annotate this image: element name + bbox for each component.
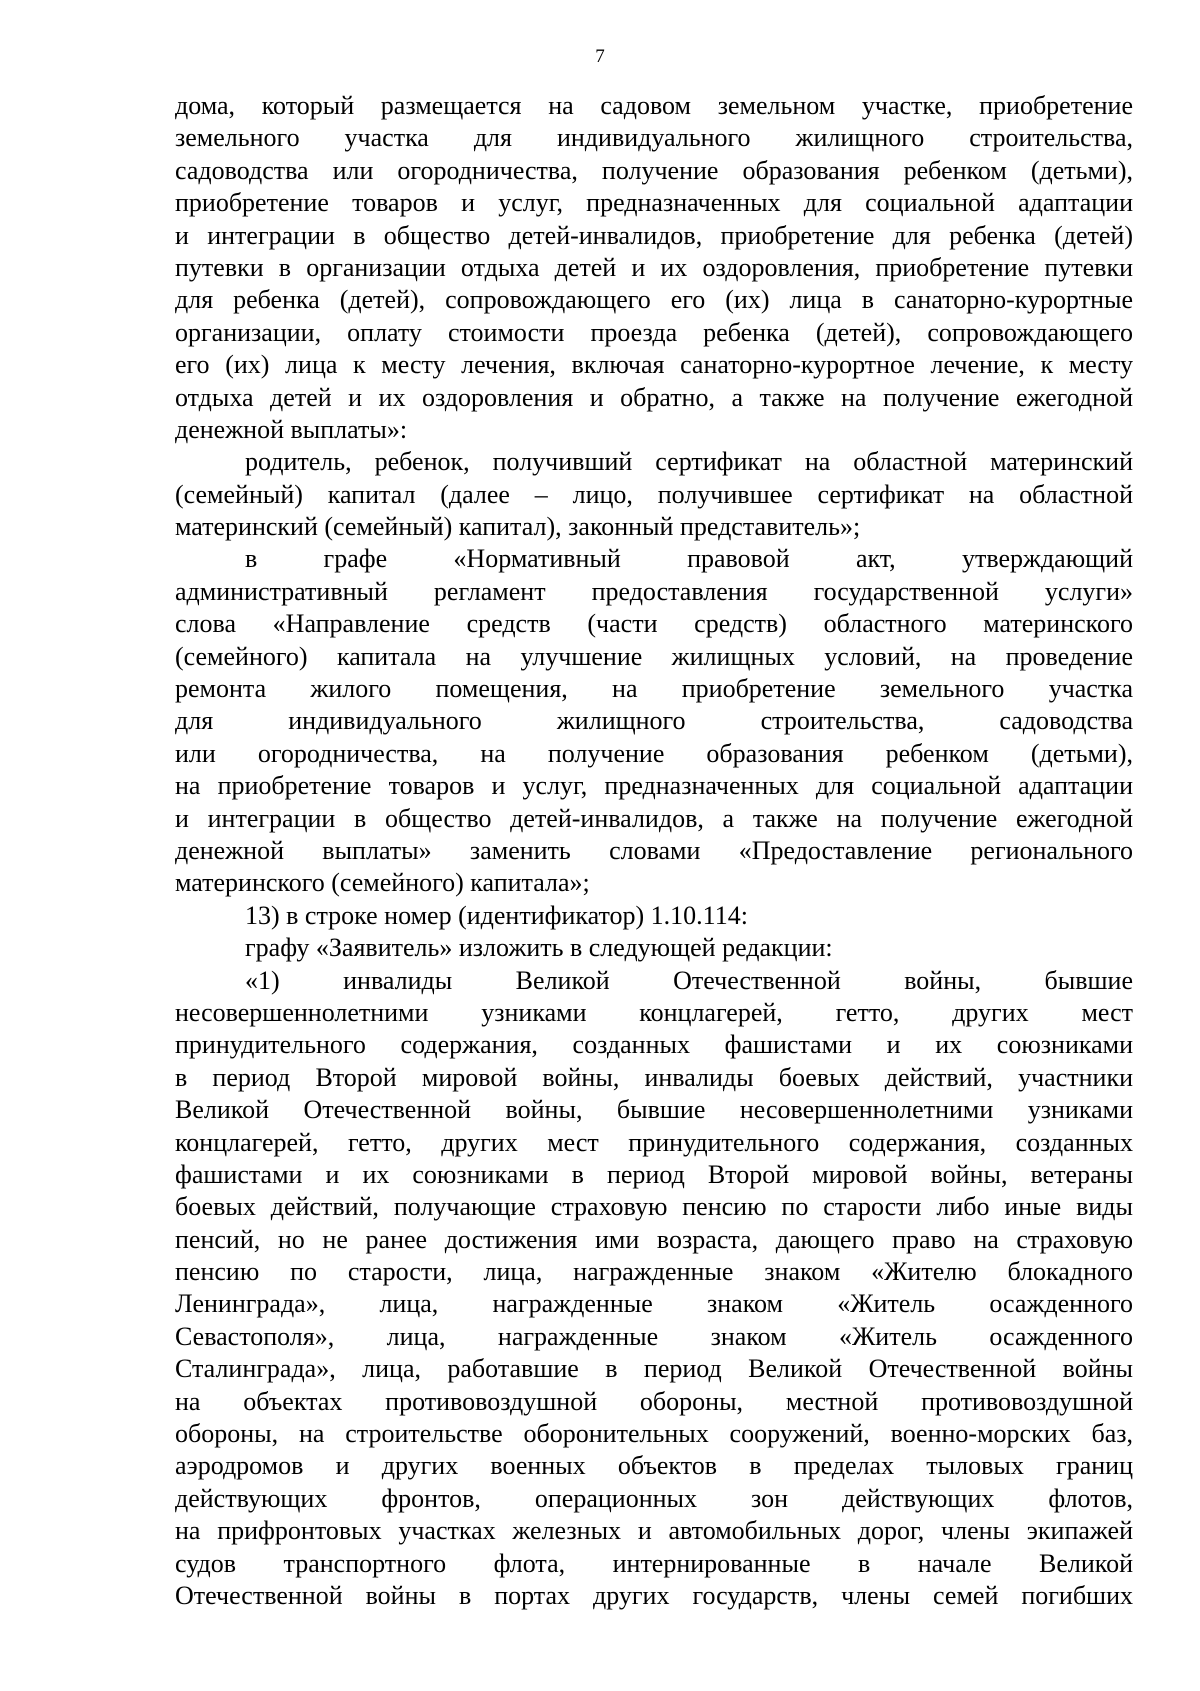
text-line: административный регламент предоставления государственной услуги»	[175, 576, 1133, 606]
text-line: организации, оплату стоимости проезда ребенка (детей), сопровождающего	[175, 317, 1133, 347]
text-line: на прифронтовых участках железных и автомобильных дорог, члены экипажей	[175, 1516, 1133, 1546]
document-text	[175, 90, 1133, 1612]
text-line: материнского (семейного) капитала»;	[175, 868, 590, 898]
text-line: его (их) лица к месту лечения, включая санаторно-курортное лечение, к месту	[175, 350, 1133, 380]
text-line: земельного участка для индивидуального жилищного строительства,	[175, 123, 1133, 153]
text-line: концлагерей, гетто, других мест принудительного содержания, созданных	[175, 1127, 1133, 1157]
text-line: отдыха детей и их оздоровления и обратно, а также на получение ежегодной	[175, 382, 1133, 412]
text-line: и интеграции в общество детей-инвалидов, а также на получение ежегодной	[175, 803, 1133, 833]
text-line: Отечественной войны в портах других государств, члены семей погибших	[175, 1580, 1133, 1610]
text-line: ремонта жилого помещения, на приобретение земельного участка	[175, 674, 1133, 704]
text-line: Великой Отечественной войны, бывшие несовершеннолетними узниками	[175, 1095, 1133, 1125]
text-line: путевки в организации отдыха детей и их оздоровления, приобретение путевки	[175, 252, 1133, 282]
text-line: фашистами и их союзниками в период Второй мировой войны, ветераны	[175, 1159, 1133, 1189]
text-line: для ребенка (детей), сопровождающего его (их) лица в санаторно-курортные	[175, 285, 1133, 315]
text-line: или огородничества, на получение образования ребенком (детьми),	[175, 738, 1133, 768]
text-line: аэродромов и других военных объектов в пределах тыловых границ	[175, 1451, 1133, 1481]
text-line: на объектах противовоздушной обороны, местной противовоздушной	[175, 1386, 1133, 1416]
text-line: Ленинграда», лица, награжденные знаком «Житель осажденного	[175, 1289, 1133, 1319]
text-line: «1) инвалиды Великой Отечественной войны, бывшие	[245, 965, 1133, 995]
text-line: денежной выплаты»:	[175, 414, 408, 444]
text-line: для индивидуального жилищного строительства, садоводства	[175, 706, 1133, 736]
text-line: обороны, на строительстве оборонительных сооружений, военно-морских баз,	[175, 1419, 1133, 1449]
text-line: материнский (семейный) капитал), законный представитель»;	[175, 512, 861, 542]
text-line: действующих фронтов, операционных зон действующих флотов,	[175, 1483, 1133, 1513]
text-line: Севастополя», лица, награжденные знаком «Житель осажденного	[175, 1321, 1133, 1351]
text-line: судов транспортного флота, интернированные в начале Великой	[175, 1548, 1133, 1578]
text-line: родитель, ребенок, получивший сертификат на областной материнский	[245, 447, 1133, 477]
text-line: приобретение товаров и услуг, предназначенных для социальной адаптации	[175, 188, 1133, 218]
text-line: пенсий, но не ранее достижения ими возраста, дающего право на страховую	[175, 1224, 1133, 1254]
text-line: (семейного) капитала на улучшение жилищных условий, на проведение	[175, 641, 1133, 671]
text-line: Сталинграда», лица, работавшие в период Великой Отечественной войны	[175, 1354, 1133, 1384]
text-line: графу «Заявитель» изложить в следующей редакции:	[245, 933, 833, 963]
text-line: принудительного содержания, созданных фашистами и их союзниками	[175, 1030, 1133, 1060]
text-line: пенсию по старости, лица, награжденные знаком «Жителю блокадного	[175, 1257, 1133, 1287]
text-line: денежной выплаты» заменить словами «Предоставление регионального	[175, 835, 1133, 865]
text-line: садоводства или огородничества, получение образования ребенком (детьми),	[175, 155, 1133, 185]
text-line: слова «Направление средств (части средств) областного материнского	[175, 609, 1133, 639]
page-number: 7	[595, 46, 605, 67]
text-line: дома, который размещается на садовом земельном участке, приобретение	[175, 91, 1133, 120]
text-line: 13) в строке номер (идентификатор) 1.10.114:	[245, 900, 748, 930]
text-line: в период Второй мировой войны, инвалиды боевых действий, участники	[175, 1062, 1133, 1092]
text-line: боевых действий, получающие страховую пенсию по старости либо иные виды	[175, 1192, 1133, 1222]
text-line: на приобретение товаров и услуг, предназначенных для социальной адаптации	[175, 771, 1133, 801]
text-line: и интеграции в общество детей-инвалидов, приобретение для ребенка (детей)	[175, 220, 1133, 250]
text-line: несовершеннолетними узниками концлагерей, гетто, других мест	[175, 997, 1133, 1027]
text-line: в графе «Нормативный правовой акт, утверждающий	[245, 544, 1133, 574]
text-line: (семейный) капитал (далее – лицо, получившее сертификат на областной	[175, 479, 1133, 509]
